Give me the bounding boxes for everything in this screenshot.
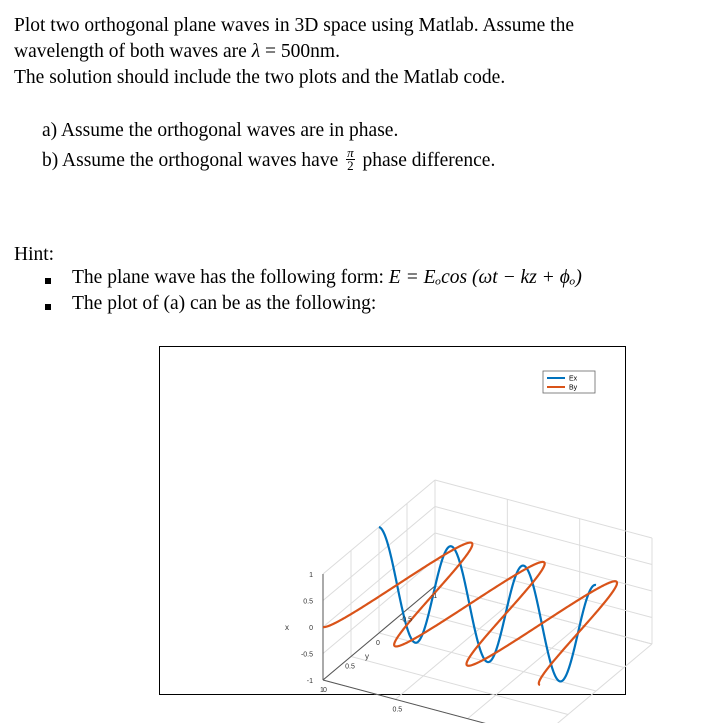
- legend-label-ex: Ex: [569, 375, 578, 383]
- x-tick-label: 1: [309, 572, 313, 579]
- y-tick-label: -1: [430, 593, 438, 600]
- part-b-tail: phase difference.: [357, 150, 496, 171]
- part-b-text: b) Assume the orthogonal waves have: [42, 150, 344, 171]
- problem-line-2: [14, 39, 340, 65]
- wave-plot-figure: [159, 346, 626, 714]
- part-a: a) Assume the orthogonal waves are in phase.: [42, 120, 399, 141]
- x-tick-label: -0.5: [300, 651, 313, 659]
- fraction-numerator: π: [347, 145, 354, 161]
- hint-item-1: [72, 267, 582, 289]
- x-tick-label: 0.5: [303, 598, 313, 606]
- z-tick-label: 0.5: [392, 706, 403, 714]
- bullet-icon: [45, 304, 51, 310]
- y-tick-label: -0.5: [399, 616, 413, 624]
- plot-legend: [543, 371, 595, 393]
- y-tick-label: 1: [320, 687, 324, 694]
- problem-line-1: Plot two orthogonal plane waves in 3D space using Matlab. Assume the: [14, 15, 574, 36]
- grid-line: [435, 507, 652, 565]
- fraction-denominator: 2: [347, 158, 354, 174]
- grid-line: [323, 680, 540, 723]
- hint-item-2: The plot of (a) can be as the following:: [72, 293, 377, 314]
- grid-line: [351, 657, 568, 715]
- part-b: [42, 145, 496, 174]
- bullet-icon: [45, 278, 51, 284]
- y-tick-label: 0.5: [345, 663, 355, 671]
- pi-over-2-fraction: [346, 147, 355, 172]
- wave-plot-svg: [160, 347, 625, 714]
- lambda-symbol: λ: [251, 41, 261, 62]
- z-tick-label: 0: [323, 687, 327, 694]
- plane-wave-formula: E = Eₒcos (ωt − kz + ϕₒ): [388, 267, 582, 288]
- y-axis-label: y: [365, 652, 369, 661]
- x-axis-label: x: [285, 623, 289, 632]
- grid-line: [435, 480, 652, 538]
- problem-line-2-text: wavelength of both waves are: [14, 41, 252, 62]
- x-tick-label: -1: [306, 678, 313, 685]
- wavelength-value: = 500nm.: [260, 41, 340, 62]
- x-tick-label: 0: [309, 625, 313, 632]
- y-tick-label: 0: [376, 640, 380, 647]
- hint-item-1-text: The plane wave has the following form:: [72, 267, 389, 288]
- z-axis-line: [323, 680, 540, 723]
- problem-line-3: The solution should include the two plots and the Matlab code.: [14, 67, 506, 88]
- hint-heading: Hint:: [14, 244, 55, 265]
- legend-label-by: By: [569, 384, 578, 392]
